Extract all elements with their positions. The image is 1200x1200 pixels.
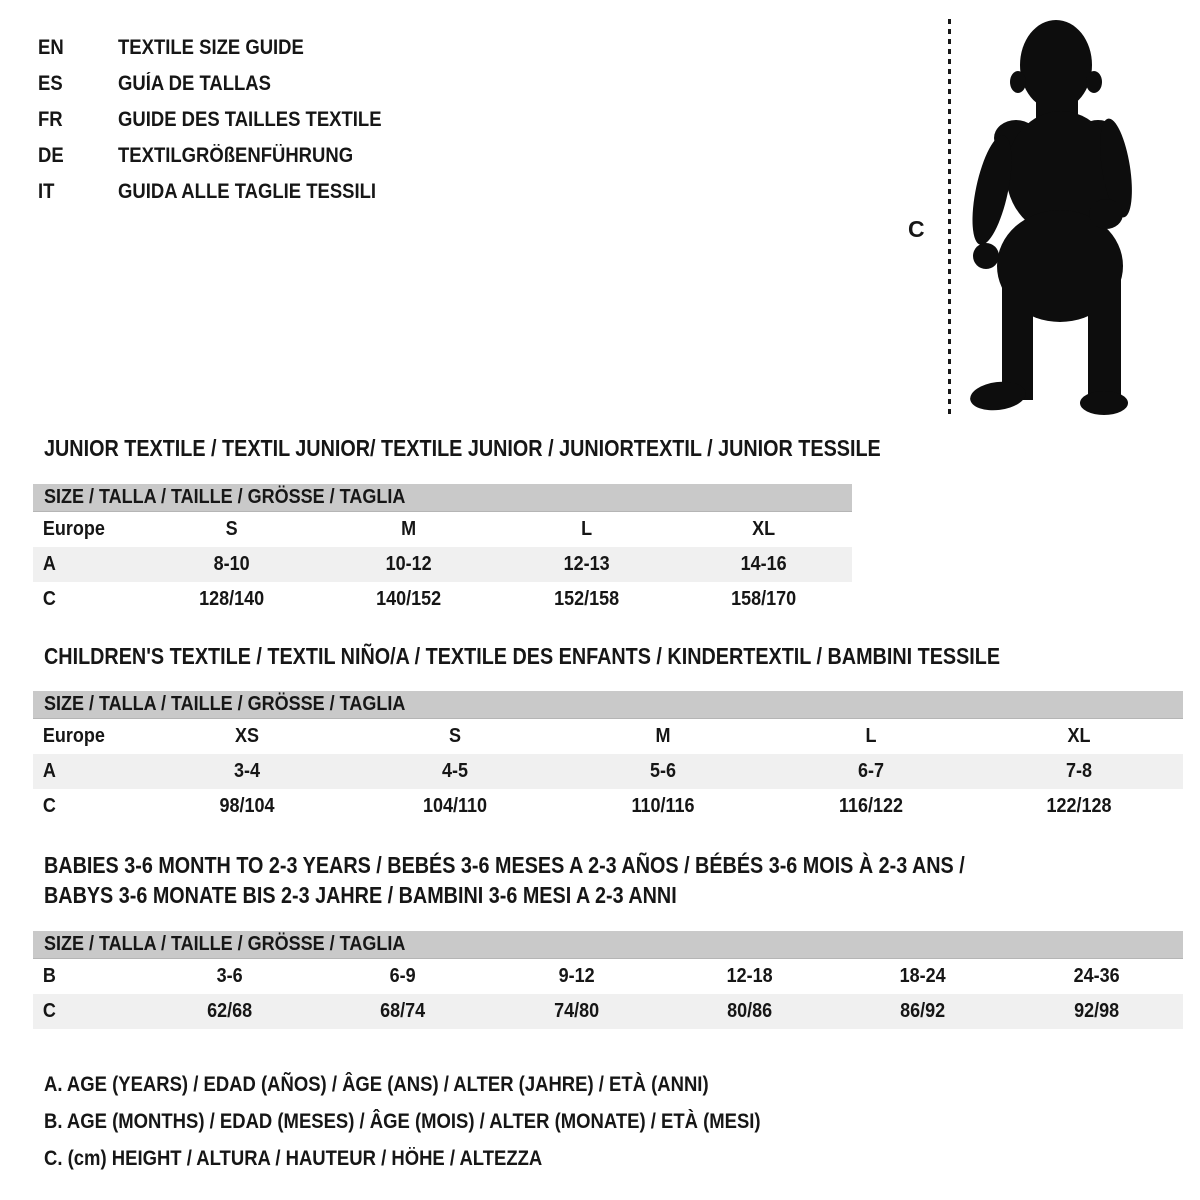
table-cell: L xyxy=(580,518,592,540)
lang-row-es xyxy=(38,66,417,102)
table-cell: 86/92 xyxy=(900,1000,946,1022)
table-row xyxy=(33,754,1183,789)
table-cell: 92/98 xyxy=(1073,1000,1119,1022)
table-cell: 80/86 xyxy=(727,1000,773,1022)
language-list xyxy=(38,30,417,210)
language-title: TEXTILGRÖßENFÜHRUNG xyxy=(118,144,354,167)
size-header-label: SIZE / TALLA / TAILLE / GRÖSSE / TAGLIA xyxy=(44,933,406,955)
table-cell: 14-16 xyxy=(740,553,787,575)
junior-size-table xyxy=(33,484,852,617)
table-cell: 110/116 xyxy=(631,795,695,817)
row-label: Europe xyxy=(42,518,105,540)
lang-row-en xyxy=(38,30,417,66)
size-header-bar xyxy=(33,691,1183,719)
babies-section-heading xyxy=(44,850,965,910)
table-cell: 98/104 xyxy=(219,795,275,817)
table-cell: 140/152 xyxy=(376,588,442,610)
table-cell: M xyxy=(401,518,417,540)
row-label: Europe xyxy=(42,725,105,747)
table-cell: 104/110 xyxy=(422,795,488,817)
lang-row-de xyxy=(38,138,417,174)
language-code: FR xyxy=(38,108,63,131)
language-code: DE xyxy=(38,144,64,167)
language-title: GUÍA DE TALLAS xyxy=(118,72,271,95)
measurement-legend xyxy=(44,1066,858,1177)
table-cell: S xyxy=(225,518,238,540)
table-row xyxy=(33,512,852,547)
table-cell: M xyxy=(655,725,671,747)
row-label: B xyxy=(42,965,56,987)
size-header-bar xyxy=(33,931,1183,959)
table-cell: 74/80 xyxy=(553,1000,599,1022)
table-row xyxy=(33,547,852,582)
table-cell: 62/68 xyxy=(207,1000,253,1022)
row-label: C xyxy=(42,1000,56,1022)
lang-row-fr xyxy=(38,102,417,138)
table-cell: 6-9 xyxy=(389,965,416,987)
table-cell: 10-12 xyxy=(385,553,432,575)
babies-heading-line2: BABYS 3-6 MONATE BIS 2-3 JAHRE / BAMBINI 3-6 MESI A 2-3 ANNI xyxy=(44,882,677,908)
language-title: GUIDE DES TAILLES TEXTILE xyxy=(118,108,382,131)
language-title: GUIDA ALLE TAGLIE TESSILI xyxy=(118,180,377,203)
table-cell: 4-5 xyxy=(441,760,469,782)
babies-size-table xyxy=(33,931,1183,1029)
table-cell: 18-24 xyxy=(899,965,946,987)
language-title: TEXTILE SIZE GUIDE xyxy=(118,36,304,59)
row-label: C xyxy=(42,588,56,610)
legend-line-height: C. (cm) HEIGHT / ALTURA / HAUTEUR / HÖHE / ALTEZZA xyxy=(44,1146,543,1170)
row-label: C xyxy=(42,795,56,817)
size-header-label: SIZE / TALLA / TAILLE / GRÖSSE / TAGLIA xyxy=(44,486,406,508)
table-row xyxy=(33,582,852,617)
size-header-bar xyxy=(33,484,852,512)
table-cell: 6-7 xyxy=(857,760,885,782)
height-measure-line xyxy=(948,19,951,415)
table-cell: 12-18 xyxy=(726,965,773,987)
table-cell: XL xyxy=(751,518,775,540)
table-row xyxy=(33,959,1183,994)
table-cell: 24-36 xyxy=(1073,965,1120,987)
table-cell: 128/140 xyxy=(199,588,265,610)
toddler-silhouette-icon xyxy=(968,18,1136,416)
row-label: A xyxy=(42,760,56,782)
table-cell: 158/170 xyxy=(730,588,796,610)
table-row xyxy=(33,994,1183,1029)
table-cell: 3-6 xyxy=(216,965,243,987)
table-cell: 152/158 xyxy=(553,588,619,610)
row-label: A xyxy=(42,553,56,575)
table-row xyxy=(33,719,1183,754)
children-section-heading: CHILDREN'S TEXTILE / TEXTIL NIÑO/A / TEXTILE DES ENFANTS / KINDERTEXTIL / BAMBINI TESSILE xyxy=(44,643,1001,669)
size-header-label: SIZE / TALLA / TAILLE / GRÖSSE / TAGLIA xyxy=(44,693,406,715)
table-cell: 122/128 xyxy=(1046,795,1112,817)
table-cell: S xyxy=(448,725,462,747)
table-cell: 116/122 xyxy=(838,795,904,817)
table-cell: 12-13 xyxy=(563,553,610,575)
table-cell: XL xyxy=(1067,725,1091,747)
table-cell: 68/74 xyxy=(380,1000,426,1022)
table-cell: 5-6 xyxy=(649,760,677,782)
language-code: EN xyxy=(38,36,64,59)
height-measure-label: C xyxy=(908,216,925,242)
legend-line-age-years: A. AGE (YEARS) / EDAD (AÑOS) / ÂGE (ANS) / ALTER (JAHRE) / ETÀ (ANNI) xyxy=(44,1072,709,1096)
table-row xyxy=(33,789,1183,824)
children-size-table xyxy=(33,691,1183,824)
language-code: ES xyxy=(38,72,63,95)
table-cell: XS xyxy=(234,725,260,747)
table-cell: 8-10 xyxy=(213,553,250,575)
table-cell: 9-12 xyxy=(558,965,595,987)
table-cell: 7-8 xyxy=(1065,760,1093,782)
language-code: IT xyxy=(38,180,55,203)
table-cell: 3-4 xyxy=(233,760,261,782)
lang-row-it xyxy=(38,174,417,210)
junior-section-heading: JUNIOR TEXTILE / TEXTIL JUNIOR/ TEXTILE JUNIOR / JUNIORTEXTIL / JUNIOR TESSILE xyxy=(44,435,881,461)
legend-line-age-months: B. AGE (MONTHS) / EDAD (MESES) / ÂGE (MOIS) / ALTER (MONATE) / ETÀ (MESI) xyxy=(44,1109,761,1133)
table-cell: L xyxy=(865,725,877,747)
babies-heading-line1: BABIES 3-6 MONTH TO 2-3 YEARS / BEBÉS 3-6 MESES A 2-3 AÑOS / BÉBÉS 3-6 MOIS À 2-3 ANS / xyxy=(44,852,965,878)
